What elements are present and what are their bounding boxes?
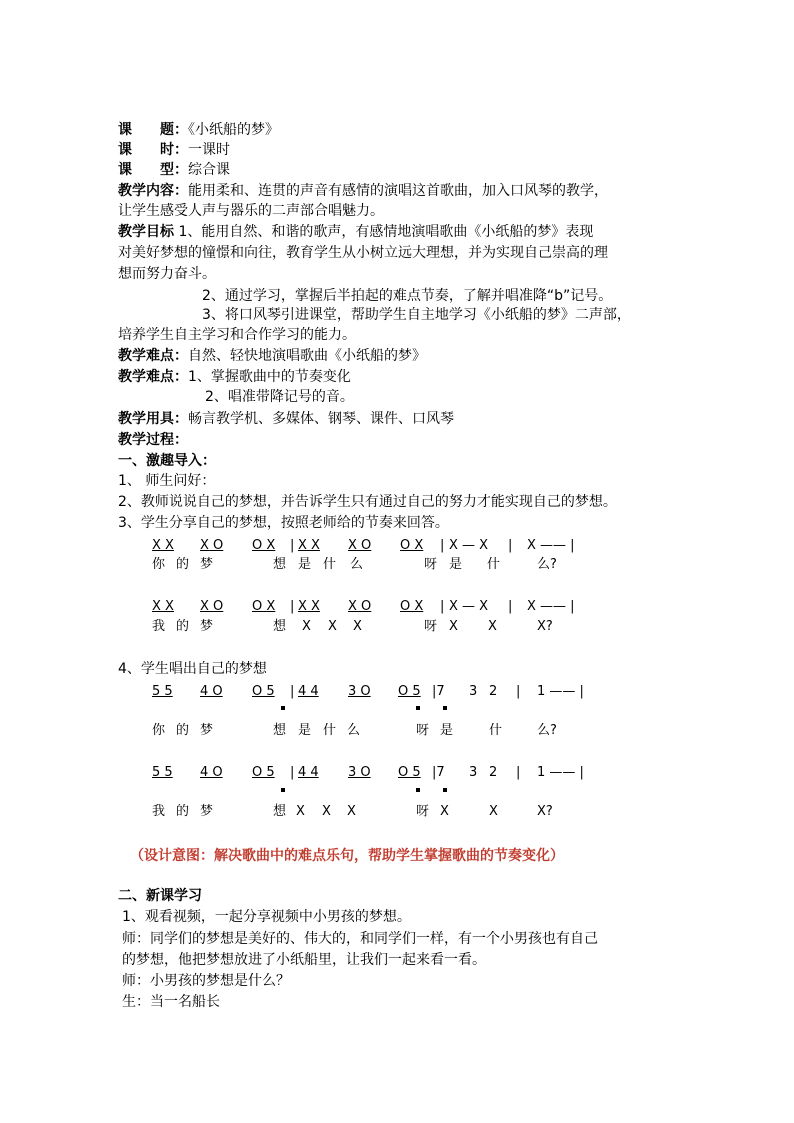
design-note: （设计意图：解决歌曲中的难点乐句，帮助学生掌握歌曲的节奏变化） (130, 848, 564, 864)
goal-1a: 1、能用自然、和谐的歌声，有感情地演唱歌曲《小纸船的梦》表现 (174, 224, 594, 240)
lyric: 梦 (200, 557, 214, 572)
lyric: X (489, 804, 498, 819)
low-octave-dot (281, 788, 285, 792)
low-octave-dot (443, 706, 447, 710)
melody-note: 3 (469, 765, 478, 780)
key-text: 自然、轻快地演唱歌曲《小纸船的梦》 (188, 348, 426, 364)
melody-note: 4 O (200, 684, 223, 699)
lyric: X (328, 619, 337, 634)
melody-note: O 5 (398, 765, 421, 780)
rhythm-note: O X (400, 599, 424, 614)
lyric: 想 (273, 804, 287, 819)
barline: | (440, 538, 445, 553)
lyric: 呀 (416, 804, 430, 819)
lyric: 是 (298, 557, 312, 572)
low-octave-dot (443, 788, 447, 792)
melody-note: 1 —— | (537, 765, 584, 780)
type-line (118, 160, 230, 180)
lyric: X (488, 619, 497, 634)
lyric: 什 (489, 723, 503, 738)
lyric: X (353, 619, 362, 634)
section2-title: 二、新课学习 (118, 888, 202, 904)
tools-label: 教学用具： (118, 411, 188, 427)
barline: | (290, 599, 295, 614)
lyric: 想 (273, 619, 287, 634)
lyric: 我 (152, 804, 166, 819)
barline: | (516, 684, 521, 699)
section2-p1: 1、观看视频，一起分享视频中小男孩的梦想。 (122, 909, 411, 925)
lyric: 呀 (424, 557, 438, 572)
melody-note: 4 4 (298, 684, 319, 699)
lyric: X (449, 619, 458, 634)
lyric: 什 (487, 557, 501, 572)
difficulty-1: 1、掌握歌曲中的节奏变化 (188, 369, 351, 385)
content-line (118, 181, 608, 201)
tools-line (118, 409, 454, 429)
lyric: 是 (440, 723, 454, 738)
rhythm-note: X O (200, 599, 224, 614)
lyric: 的 (176, 557, 190, 572)
lyric: 你 (152, 723, 166, 738)
lyric: X (322, 804, 331, 819)
barline: | (508, 538, 513, 553)
rhythm-note: X —— | (527, 538, 575, 553)
goal-1b: 对美好梦想的憧憬和向往，教育学生从小树立远大理想，并为实现自己崇高的理 (118, 245, 608, 261)
melody-note: 3 (469, 684, 478, 699)
section2-p2a: 师：同学们的梦想是美好的、伟大的，和同学们一样，有一个小男孩也有自己 (122, 931, 598, 947)
lyric: 梦 (200, 804, 214, 819)
melody-note: 5 5 (152, 765, 173, 780)
difficulty-2: 2、唱准带降记号的音。 (205, 389, 354, 405)
melody-note: 2 (489, 684, 498, 699)
content-label: 教学内容： (118, 183, 188, 199)
goal-2: 2、通过学习，掌握后半拍起的难点节奏，了解并唱准降“b”记号。 (202, 288, 613, 304)
low-octave-dot (416, 706, 420, 710)
barline: | (290, 765, 295, 780)
process-label: 教学过程： (118, 432, 188, 448)
goal-1c: 想而努力奋斗。 (118, 266, 216, 282)
lyric: X (302, 619, 311, 634)
rhythm-note: X X (298, 538, 320, 553)
goals-line (118, 222, 593, 242)
topic-label: 课 题： (118, 122, 188, 138)
melody-note: O 5 (252, 684, 275, 699)
lyric: 是 (298, 723, 312, 738)
melody-note: |7 (432, 765, 445, 780)
content-text-1: 能用柔和、连贯的声音有感情的演唱这首歌曲，加入口风琴的教学， (188, 183, 608, 199)
melody-note: 3 O (348, 684, 371, 699)
section1-step1: 1、 师生问好： (118, 473, 216, 489)
melody-note: 1 —— | (537, 684, 584, 699)
goal-3a: 3、将口风琴引进课堂，帮助学生自主地学习《小纸船的梦》二声部， (202, 307, 631, 323)
rhythm-note: X O (348, 538, 372, 553)
type-label: 课 型： (118, 162, 188, 178)
melody-note: 4 4 (298, 765, 319, 780)
rhythm-note: O X (400, 538, 424, 553)
lyric: 梦 (200, 619, 214, 634)
lyric: 么? (537, 723, 557, 738)
lyric: 我 (152, 619, 166, 634)
period-label: 课 时： (118, 142, 188, 158)
key-label: 教学难点： (118, 348, 188, 364)
goal-3b: 培养学生自主学习和合作学习的能力。 (118, 327, 356, 343)
rhythm-note: X X (298, 599, 320, 614)
topic-value: 《小纸船的梦》 (188, 122, 279, 138)
melody-note: 3 O (348, 765, 371, 780)
lyric: 的 (176, 804, 190, 819)
section2-p4: 生：当一名船长 (122, 994, 220, 1010)
section1-step2: 2、教师说说自己的梦想，并告诉学生只有通过自己的努力才能实现自己的梦想。 (118, 494, 617, 510)
section2-p3: 师：小男孩的梦想是什么？ (122, 973, 290, 989)
lyric: X (347, 804, 356, 819)
rhythm-note: X — X (449, 538, 489, 553)
period-line (118, 140, 230, 160)
lyric: 想 (273, 723, 287, 738)
lyric: 什 (323, 557, 337, 572)
melody-note: O 5 (398, 684, 421, 699)
period-value: 一课时 (188, 142, 230, 158)
lyric: 么 (350, 557, 364, 572)
low-octave-dot (416, 788, 420, 792)
topic-line (118, 120, 279, 140)
lyric: 什 (323, 723, 337, 738)
rhythm-note: O X (252, 538, 276, 553)
rhythm-note: X — X (449, 599, 489, 614)
lyric: 想 (273, 557, 287, 572)
rhythm-note: O X (252, 599, 276, 614)
lyric: X? (537, 804, 553, 819)
lyric: 呀 (416, 723, 430, 738)
melody-note: |7 (432, 684, 445, 699)
key-line (118, 346, 426, 366)
melody-note: O 5 (252, 765, 275, 780)
goals-label: 教学目标 (118, 224, 174, 240)
barline: | (290, 538, 295, 553)
rhythm-note: X X (152, 538, 174, 553)
lyric: 么 (347, 723, 361, 738)
lyric: 你 (152, 557, 166, 572)
lyric: 么? (537, 557, 557, 572)
melody-note: 4 O (200, 765, 223, 780)
section1-step4: 4、学生唱出自己的梦想 (118, 661, 267, 677)
section1-step3: 3、学生分享自己的梦想，按照老师给的节奏来回答。 (118, 515, 449, 531)
section2-p2b: 的梦想，他把梦想放进了小纸船里，让我们一起来看一看。 (122, 952, 486, 968)
rhythm-note: X X (152, 599, 174, 614)
rhythm-note: X O (200, 538, 224, 553)
lyric: X (296, 804, 305, 819)
rhythm-note: X O (348, 599, 372, 614)
low-octave-dot (281, 706, 285, 710)
tools-text: 畅言教学机、多媒体、钢琴、课件、口风琴 (188, 411, 454, 427)
barline: | (290, 684, 295, 699)
barline: | (516, 765, 521, 780)
melody-note: 2 (489, 765, 498, 780)
lyric: 呀 (424, 619, 438, 634)
section1-title: 一、激趣导入： (118, 453, 216, 469)
lyric: 梦 (200, 723, 214, 738)
lyric: X (440, 804, 449, 819)
barline: | (508, 599, 513, 614)
lyric: 的 (176, 723, 190, 738)
melody-note: 5 5 (152, 684, 173, 699)
difficulty-label: 教学难点： (118, 369, 188, 385)
type-value: 综合课 (188, 162, 230, 178)
lyric: 是 (449, 557, 463, 572)
lyric: 的 (176, 619, 190, 634)
rhythm-note: X —— | (527, 599, 575, 614)
content-text-2: 让学生感受人声与器乐的二声部合唱魅力。 (118, 203, 384, 219)
lyric: X? (537, 619, 553, 634)
barline: | (440, 599, 445, 614)
difficulty-line (118, 367, 351, 387)
